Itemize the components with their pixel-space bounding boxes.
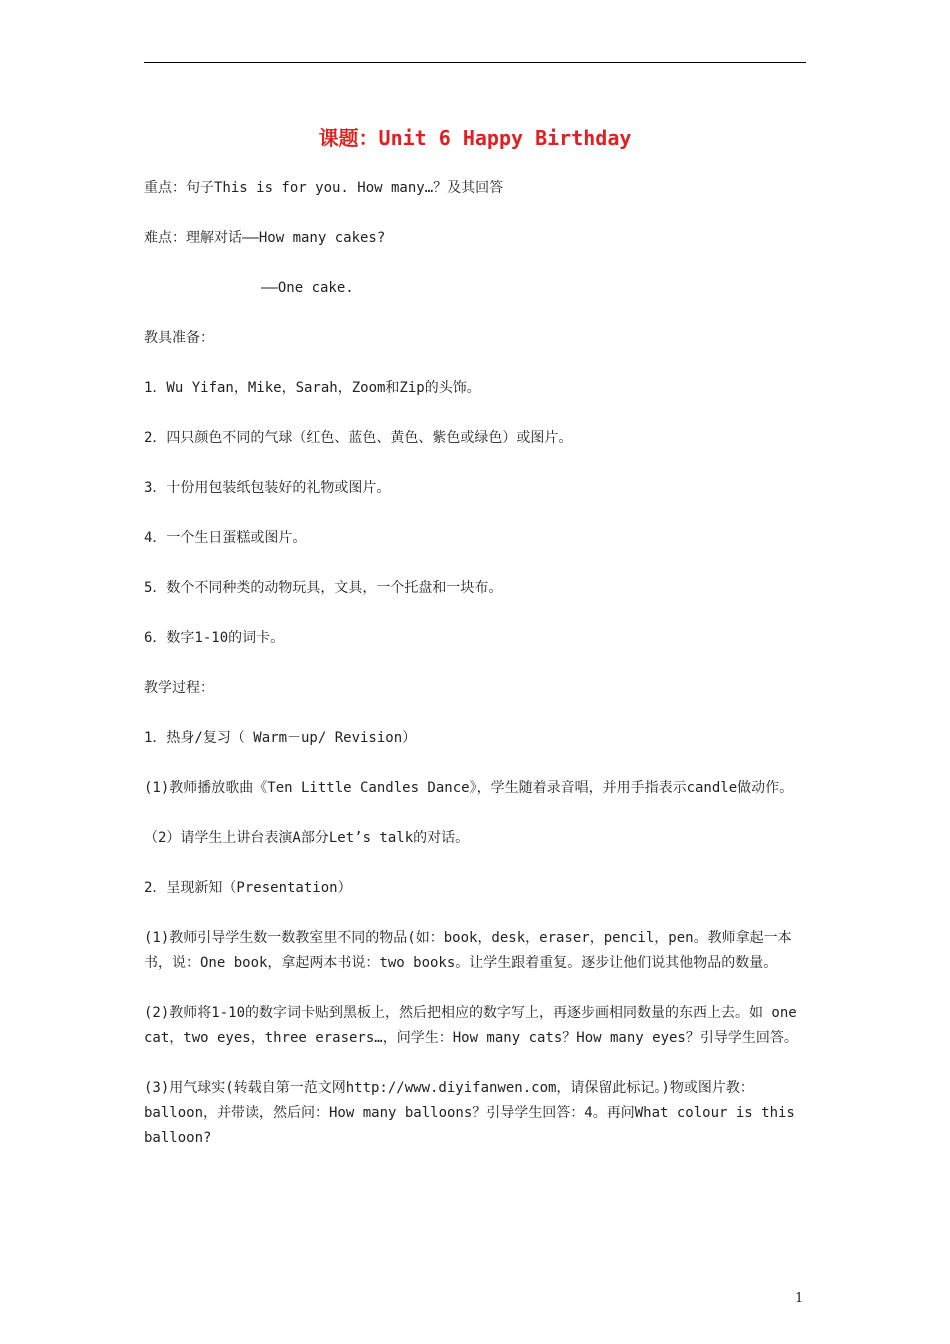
process-heading: 教学过程：: [144, 680, 214, 696]
step-paragraph: (3)用气球实(转载自第一范文网http://www.diyifanwen.com，请保留此标记。)物或图片教：balloon，并带读，然后问：How many balloons？引导学生回答：4。再问What colour is this balloon?: [144, 1080, 795, 1146]
material-item: 6．数字1-10的词卡。: [144, 630, 285, 646]
document-body: [144, 176, 806, 1176]
material-item: 1．Wu Yifan，Mike，Sarah，Zoom和Zip的头饰。: [144, 380, 481, 396]
step-paragraph: (1)教师播放歌曲《Ten Little Candles Dance》，学生随着录音唱，并用手指表示candle做动作。: [144, 780, 794, 796]
step-paragraph: (2)教师将1-10的数字词卡贴到黑板上，然后把相应的数字写上，再逐步画相同数量的东西上去。如 one cat，two eyes，three erasers…，问学生：How many cats？How many eyes？引导学生回答。: [144, 1005, 798, 1046]
difficulty: 难点：理解对话——How many cakes?: [144, 230, 386, 246]
page-number: 1: [795, 1291, 804, 1306]
key-point: 重点：句子This is for you. How many…？及其回答: [144, 180, 504, 196]
material-item: 4．一个生日蛋糕或图片。: [144, 530, 307, 546]
difficulty-answer: ——One cake.: [261, 280, 354, 296]
material-item: 2．四只颜色不同的气球（红色、蓝色、黄色、紫色或绿色）或图片。: [144, 430, 573, 446]
step-paragraph: （2）请学生上讲台表演A部分Let’s talk的对话。: [144, 830, 470, 846]
step-heading: 2．呈现新知（Presentation）: [144, 880, 352, 896]
step-heading: 1．热身/复习（ Warm－up/ Revision）: [144, 730, 417, 746]
page-title: 课题：Unit 6 Happy Birthday: [318, 126, 632, 150]
material-item: 3．十份用包装纸包装好的礼物或图片。: [144, 480, 391, 496]
step-paragraph: (1)教师引导学生数一数教室里不同的物品(如：book，desk，eraser，pencil，pen。教师拿起一本书，说：One book，拿起两本书说：two books。让学生跟着重复。逐步让他们说其他物品的数量。: [144, 930, 792, 971]
material-item: 5．数个不同种类的动物玩具，文具，一个托盘和一块布。: [144, 580, 503, 596]
materials-heading: 教具准备：: [144, 330, 214, 346]
header-rule: [144, 62, 806, 63]
